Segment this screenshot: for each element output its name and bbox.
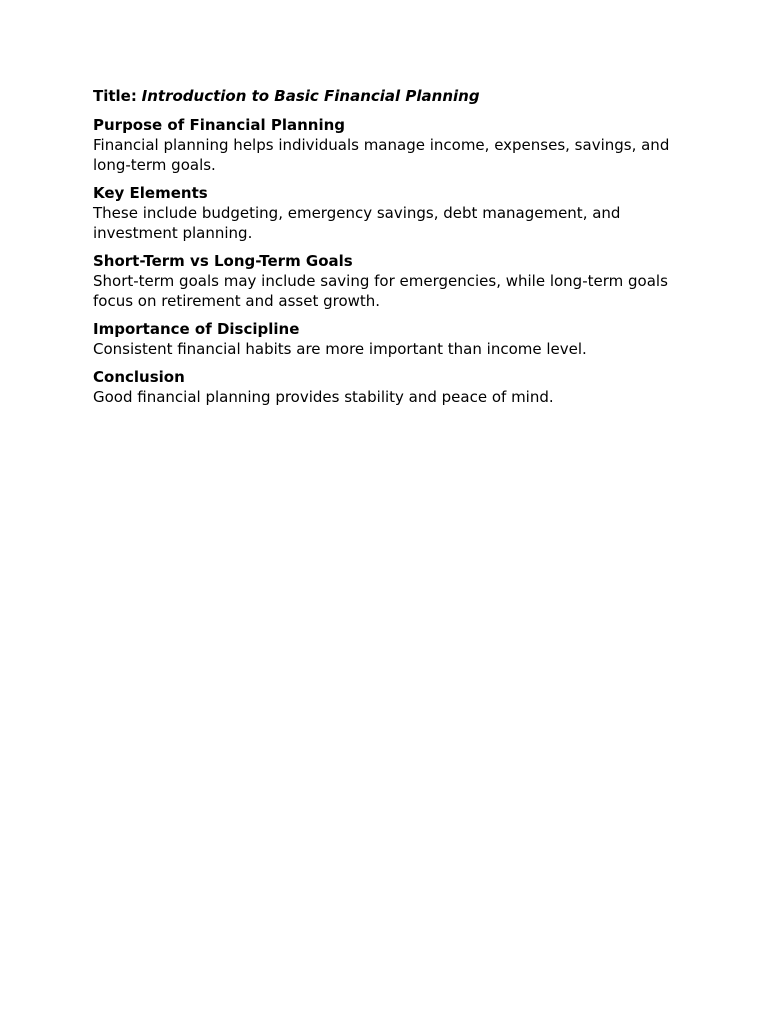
title-label: Title:	[93, 87, 137, 105]
section-heading: Short-Term vs Long-Term Goals	[93, 252, 353, 270]
section-heading: Importance of Discipline	[93, 320, 300, 338]
section-body: Short-term goals may include saving for emergencies, while long-term goals focus on retirement and asset growth.	[93, 272, 668, 310]
section-goals	[93, 251, 673, 311]
section-heading: Conclusion	[93, 368, 185, 386]
section-body: Financial planning helps individuals manage income, expenses, savings, and long-term goals.	[93, 136, 670, 174]
section-body: Good financial planning provides stability and peace of mind.	[93, 388, 554, 406]
section-purpose	[93, 115, 673, 175]
section-key-elements	[93, 183, 673, 243]
section-body: These include budgeting, emergency savings, debt management, and investment planning.	[93, 204, 621, 242]
section-body: Consistent financial habits are more important than income level.	[93, 340, 587, 358]
section-discipline	[93, 319, 673, 359]
section-heading: Key Elements	[93, 184, 208, 202]
section-heading: Purpose of Financial Planning	[93, 116, 346, 134]
document-title	[93, 85, 673, 107]
document-page	[93, 85, 673, 415]
title-text: Introduction to Basic Financial Planning	[141, 87, 480, 105]
section-conclusion	[93, 367, 673, 407]
